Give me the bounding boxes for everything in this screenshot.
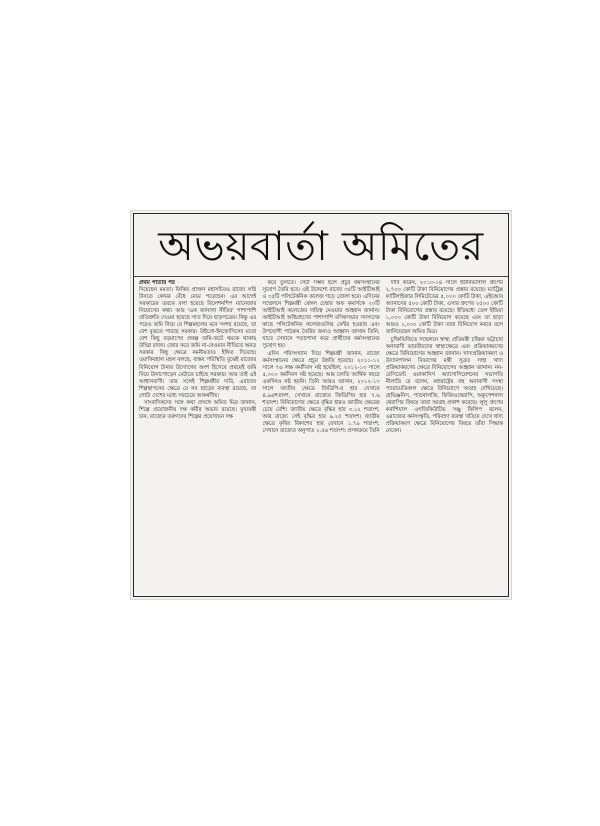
column-1-paragraph-1-text: দিয়েছেন মমতা। ফিকির প্রাক্তন মহাসচিবও রাজ্যে লগ্নি টানতে কোমর বেঁধে নেমে পড়েছেন। এর আগেই সরকারের তরফে বলা হয়েছে রিলেশনশিপ ম্যানেজার নিয়োগের কথা। আর 'এক জানালা নীতির' পাশাপাশি প্রতিশ্রুতি দেওয়া হয়েছে সাত দিনে ছাড়পত্রের। কিন্তু এর পরেও জমি নিয়ে যে শিল্পমহলের মনে সংশয় রয়েছে, তা বেশ বুঝতে পারছে সরকার। উইপ্রো-ইনফোসিসের মতো বেশ কিছু বড়মাপের প্রকল্প জমি-জটে থমকে থাকায় উদ্বিগ্ন রাজ্য। জোর করে জমি না-নেওয়ার নীতিতে অনড় সরকার কিছু ক্ষেত্রে নমনীয়তাও ইঙ্গিত দিয়েছে। ওয়াকিবহাল মহল বলছে, বাস্তব পরিস্থিতি বুঝেই রাজ্যের বিনিয়োগ টানার উদ্যোগের অংশ হিসেবে প্রথমেই জমি নিয়ে টানাপোড়েন মেটাতে চাইছে সরকার। আর তাই এই আশ্বাসবাণী। তার সঙ্গেই শিল্পমন্ত্রীর দাবি, এরাজ্যে শিল্পস্থাপনের ক্ষেত্রে যে সব ছাড়ের ব্যবস্থা রয়েছে, তা গোটা দেশের মধ্যে সবচেয়ে আকর্ষণীয়। [139, 287, 257, 399]
headline-rule [134, 276, 508, 277]
column-3-paragraph-1: দাবি করেন, ২০১৩-১৪ সালে ইউনিভার্সাল গ্রুপের ২,৭০০ কোটি টাকা বিনিয়োগের প্রস্তাব রয়েছে। ম্যাট্রিক্স ফার্টিলাইজার লিমিটেডের ৫,০০০ কোটি টাকা, এইচআর অ্যানাসের ৫০০ কোটি টাকা, এসার গ্রুপের ২৫০০ কোটি টাকা বিনিয়োগের প্রস্তাব রয়েছে। ইতিমধ্যে তেল ইন্ডিয়া ১,০০০ কোটি টাকা বিনিয়োগ করেছে এবং তা ছাড়া আরও ১,০০০ কোটি টাকা তারা বিনিয়োগ করবে বলে জানিয়েছেন অমিত মিত্র। [385, 280, 503, 336]
column-2-paragraph-1: করে তুলতে। সেটা সম্ভব হলে প্রচুর কর্মসংস্থানের সুযোগ তৈরি হবে। এই উদ্দেশ্যে রাজ্যে ৩৫টি আইটিআই ও ৩৫টি পলিটেকনিক কলেজ গড়ে তোলা হবে। এদিনের সম্মেলনে শিল্পমন্ত্রী বেঙ্গল চেম্বার অফ কমার্সকে ২০টি আইটিআই কলেজের দায়িত্ব নেওয়ার আহ্বান জানান। আইটিআই অধিগ্রহণের পাশাপাশি বণিকসভার সদস্যদের কাছে পলিটেকনিক কলেজগুলির মেন্টর হওয়ার এবং উপযোগী পাঠক্রম তৈরির জন্যও আহ্বান জানান তিনি, যাতে সেখানে পড়াশোনা করে প্রার্থীদের কর্মসংস্থানের সুযোগ হয়। [262, 280, 380, 350]
kicker: প্রথম পাতার পর [139, 280, 175, 286]
clipping-frame [133, 213, 509, 597]
article-body [139, 280, 503, 592]
column-1-paragraph-1 [139, 280, 256, 400]
newspaper-clipping [131, 211, 511, 599]
article-column-2 [262, 280, 379, 592]
column-2-paragraph-2: এদিন পরিসংখ্যান দিয়ে শিল্পমন্ত্রী জানান, রাজ্যে কর্মসংস্থানের ক্ষেত্রে প্রচুর উন্নতি হয়েছে। ২০১১-১২ সালে ৭৬ লক্ষ কর্মদিবস নষ্ট হয়েছিল, ২০১২-১৩ সালে ৫,০০০ কর্মদিবস নষ্ট হয়েছে। আর চলতি আর্থিক বছরে একদিনও নষ্ট হয়নি। তিনি আরও জানান, ২০১২-১৩ সালে জাতীয় ক্ষেত্রে জিডিপি-র হার যেখানে ৪.৯৬শতাংশ, সেখানে রাজ্যের জিডিপির হার ৭.৬ শতাংশ। বিনিয়োগের ক্ষেত্রে বৃদ্ধির হারও জাতীয় ক্ষেত্রের চেয়ে বেশি। জাতীয় ক্ষেত্রে বৃদ্ধির হার ৩.১২ শতাংশ, আর রাজ্যে সেই বৃদ্ধির হার ৯.২৫ শতাংশ। জাতীয় ক্ষেত্রে কৃষির বিকাশের হার যেখানে ১.৭৯ শতাংশ, সেখানে রাজ্যের অনুপাত ২.৫৬ শতাংশ। প্রসঙ্গক্রমে তিনি [262, 350, 380, 435]
article-column-3 [386, 280, 503, 592]
column-1-paragraph-2: সাংবাদিকদের সঙ্গে কথা প্রসঙ্গে অমিত মিত্র জানান, শিল্পে প্রয়োজনীয় দক্ষ কর্মীর অভাব রয়েছে। মুখ্যমন্ত্রী চান, রাজ্যের তরুণদের শিল্পের প্রয়োজনে দক্ষ [139, 400, 257, 421]
column-3-paragraph-2: চুক্তিভিত্তিতে সম্মেলনে স্বাস্থ্য প্রতিমন্ত্রী চন্দ্রিমা ভট্টাচার্য অনাবাসী ভারতীয়দের স্বাস্থ্যক্ষেত্রে এবং প্রক্রিয়াকরণের ক্ষেত্রে বিনিয়োগের আহ্বান জানান। খাদ্যপ্রক্রিয়াকরণ ও উদ্যানপালন বিভাগের মন্ত্রী সুব্রত সাহা খাদ্য প্রক্রিয়াকরণের ক্ষেত্রে বিনিয়োগের আহ্বান জানান। নন-রেসিডেন্ট ওয়াকাসিস অ্যাসোসিয়েশনের সভাপতি নীলাদ্রি রে বলেন, মহারাষ্ট্রের বহু অনাবাসী সংস্থা প্যারামেডিকাল ক্ষেত্রে বিনিয়োগে আগ্রহ দেখিয়েছে। হেভিঞ্জনিস, প্যাথোলজি, ফিজিওথেরাপি, অকুপেশনাল থেরাপির বিষয়ে তারা আগ্রহ প্রকাশ করেছে। লুলু গ্রুপের কর্মাশিয়াল এগজিকিউটিভ সঞ্জু ফিলিপ বলেন, এরাজ্যের কর্মসংস্কৃতি, পরিবহণ ব্যবস্থা খতিয়ে দেখে খাদ্য প্রক্রিয়াকরণ ক্ষেত্রে বিনিয়োগের বিষয়ে তাঁরা সিদ্ধান্ত নেবেন। [385, 336, 503, 435]
headline: অভয়বার্তা অমিতের [158, 222, 484, 270]
article-column-1 [139, 280, 256, 592]
